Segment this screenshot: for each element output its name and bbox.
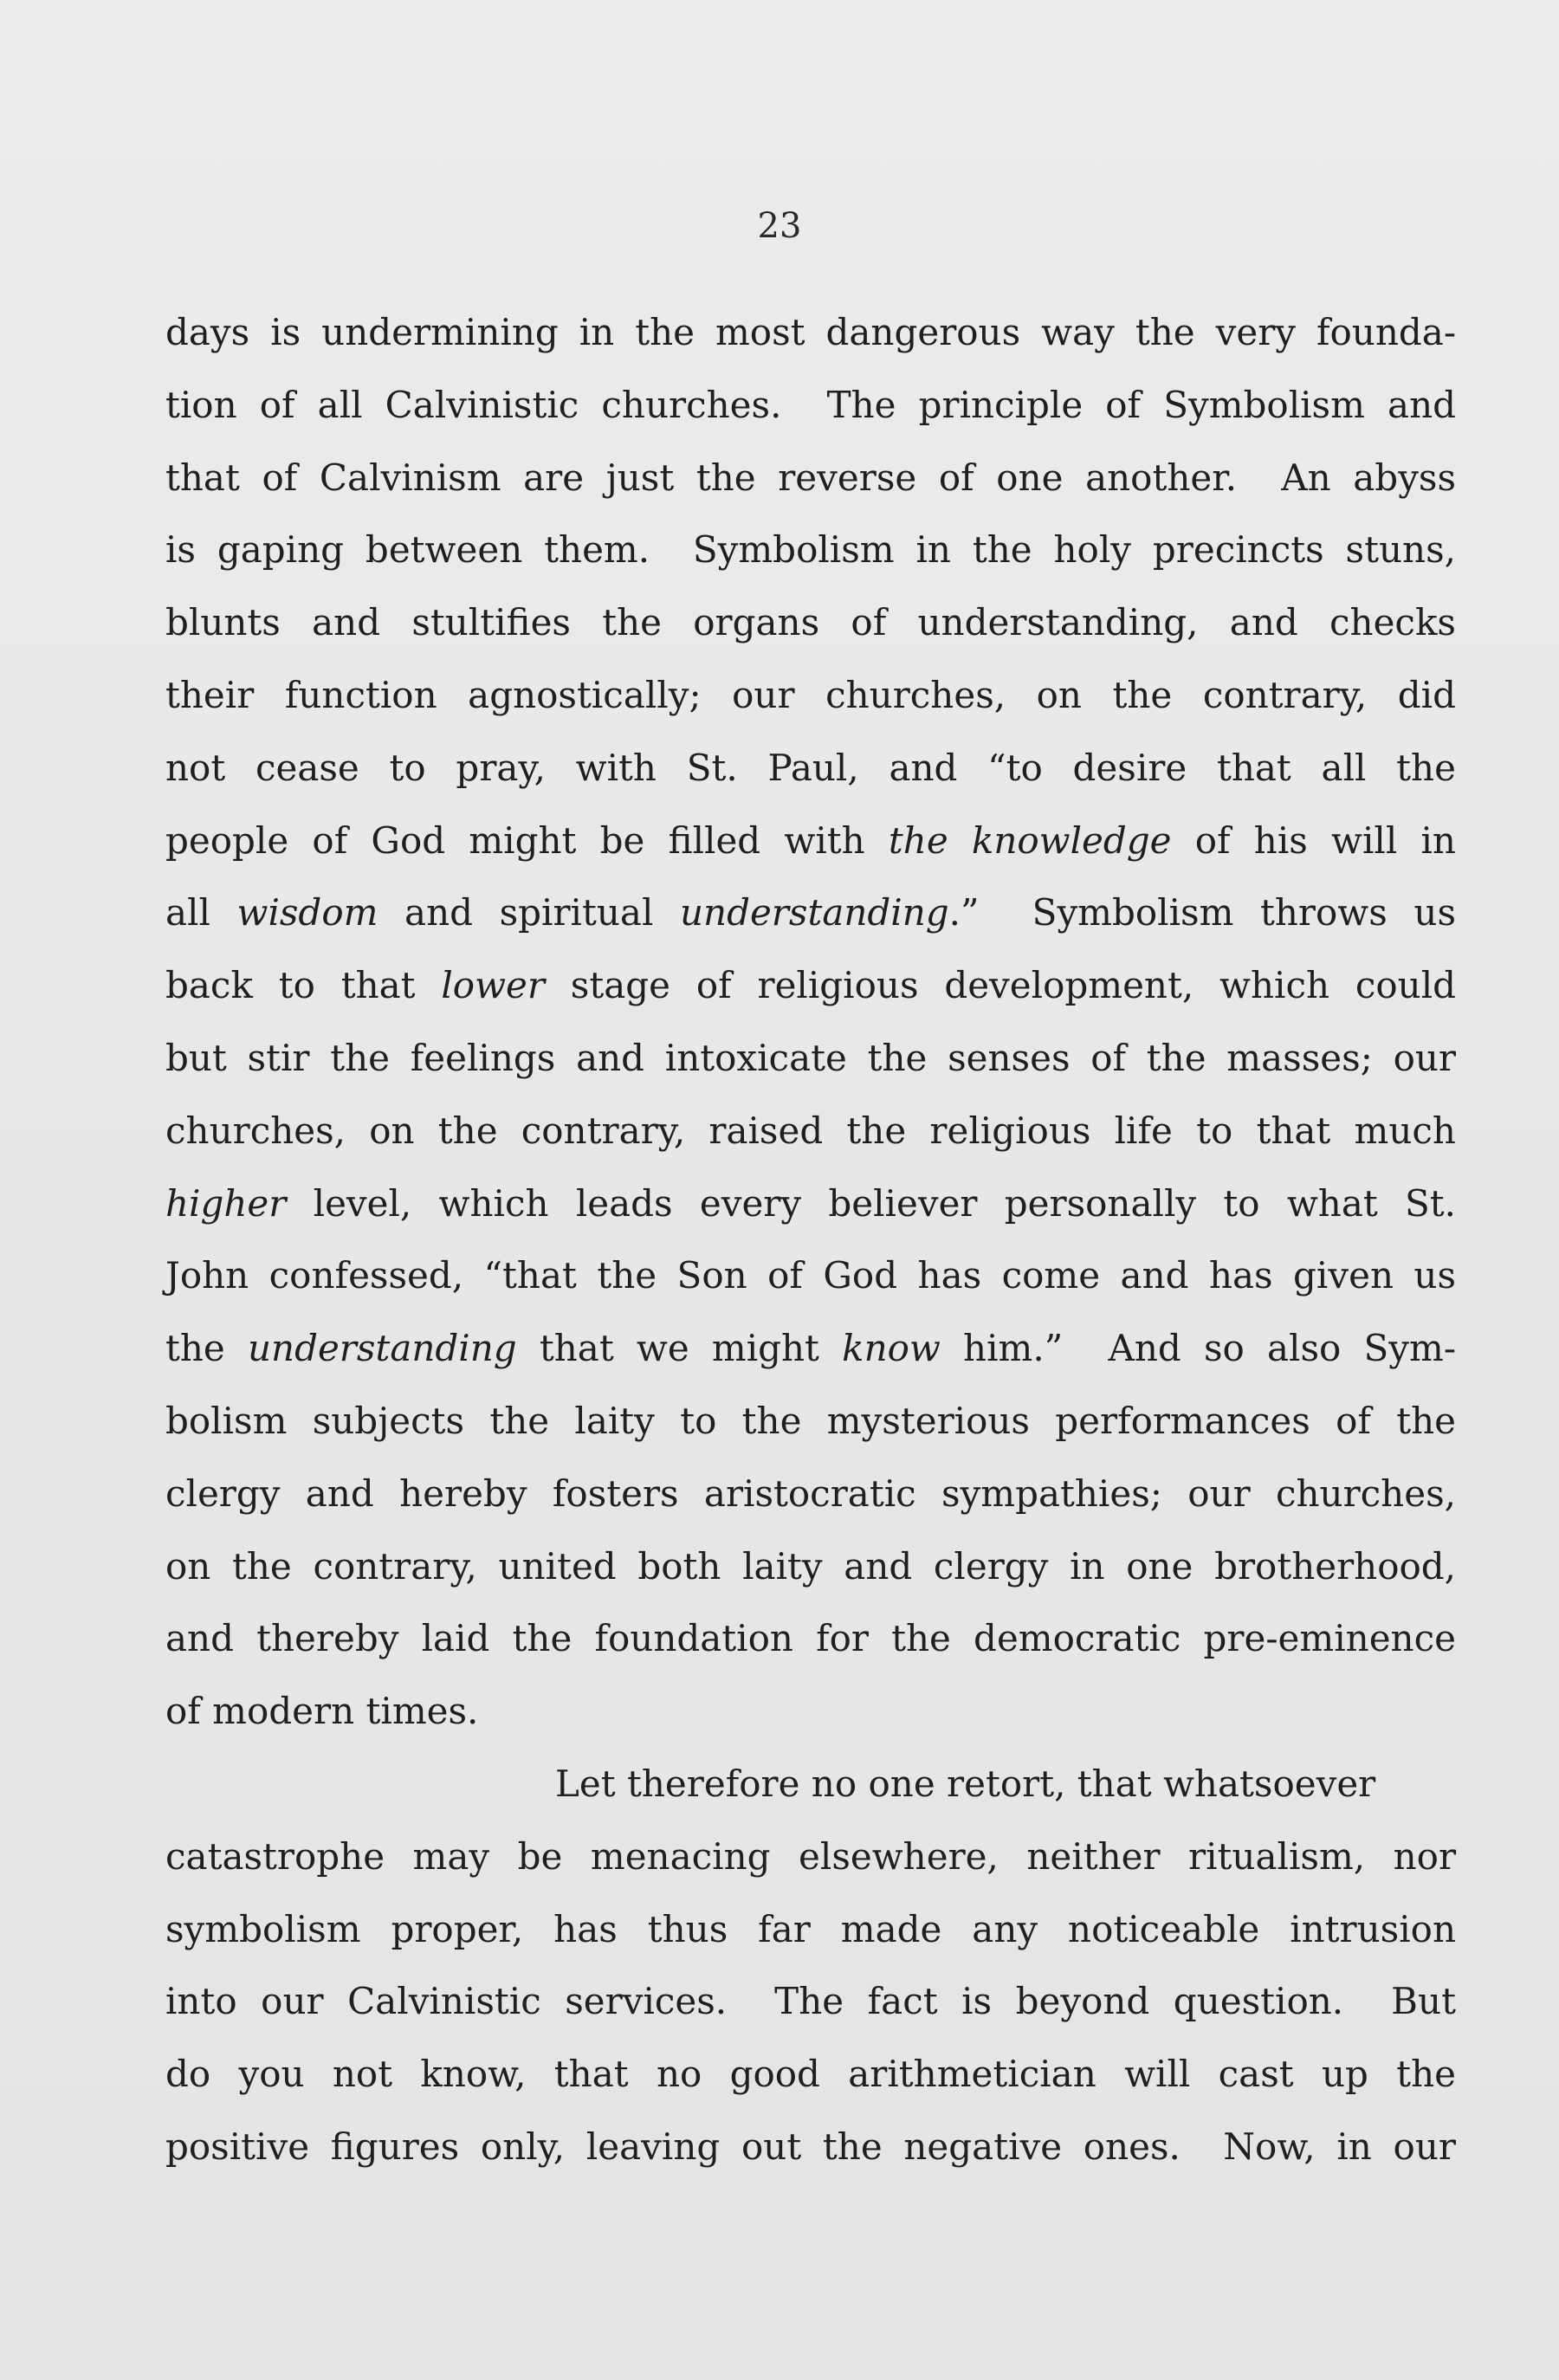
text-segment: and spiritual bbox=[378, 891, 680, 935]
italic-text: understanding bbox=[679, 891, 949, 935]
text-segment: churches, on the contrary, raised the religious life to that much bbox=[165, 1109, 1456, 1152]
text-line bbox=[165, 1239, 1456, 1312]
text-segment: blunts and stultifies the organs of understanding, and checks bbox=[165, 601, 1456, 644]
text-segment: stage of religious development, which could bbox=[544, 964, 1457, 1007]
text-segment: level, which leads every believer personally to what St. bbox=[286, 1181, 1457, 1225]
italic-text: the knowledge bbox=[888, 818, 1172, 862]
text-segment: clergy and hereby fosters aristocratic sympathies; our churches, bbox=[165, 1471, 1456, 1515]
text-line bbox=[165, 949, 1456, 1022]
text-segment: all bbox=[165, 891, 237, 935]
text-line bbox=[165, 1095, 1456, 1167]
text-segment: but stir the feelings and intoxicate the senses of the masses; our bbox=[165, 1036, 1456, 1079]
text-line bbox=[165, 1893, 1456, 1966]
text-segment: and thereby laid the foundation for the democratic pre-eminence bbox=[165, 1617, 1456, 1660]
text-segment: their function agnostically; our churches, on the contrary, did bbox=[165, 673, 1456, 716]
text-segment: on the contrary, united both laity and clergy in one brotherhood, bbox=[165, 1544, 1457, 1588]
text-line bbox=[165, 1312, 1456, 1385]
text-line bbox=[165, 732, 1456, 805]
text-line bbox=[165, 1965, 1456, 2038]
text-line bbox=[165, 2111, 1456, 2183]
body-text bbox=[165, 296, 1456, 2183]
text-line bbox=[165, 1022, 1456, 1095]
text-line bbox=[165, 1602, 1456, 1675]
text-segment: back to that bbox=[165, 964, 442, 1007]
text-segment: John confessed, “that the Son of God has come and has given us bbox=[165, 1254, 1457, 1297]
text-segment: tion of all Calvinistic churches. The principle of Symbolism and bbox=[165, 383, 1457, 426]
text-segment: bolism subjects the laity to the mysterious performances of the bbox=[165, 1399, 1457, 1442]
text-segment: positive figures only, leaving out the negative ones. Now, in our bbox=[165, 2125, 1456, 2168]
text-line bbox=[165, 1530, 1456, 1603]
text-segment: of his will in bbox=[1171, 818, 1456, 862]
text-line bbox=[165, 514, 1456, 586]
text-segment: Let therefore no one retort, that whatsoever bbox=[555, 1762, 1376, 1805]
text-segment: into our Calvinistic services. The fact is beyond question. But bbox=[165, 1980, 1456, 2023]
text-line bbox=[165, 1385, 1456, 1458]
text-segment: days is undermining in the most dangerous way the very founda- bbox=[165, 311, 1457, 353]
text-line bbox=[165, 659, 1456, 732]
text-line bbox=[165, 1821, 1456, 1893]
text-line bbox=[165, 1458, 1456, 1530]
italic-text: wisdom bbox=[236, 891, 378, 935]
text-segment: people of God might be filled with bbox=[165, 818, 889, 862]
text-segment: that we might bbox=[516, 1327, 843, 1370]
text-line bbox=[165, 369, 1456, 442]
italic-text: higher bbox=[165, 1181, 287, 1225]
text-segment: that of Calvinism are just the reverse of one another. An abyss bbox=[165, 456, 1457, 499]
text-line bbox=[165, 296, 1456, 369]
text-line bbox=[165, 876, 1456, 949]
text-line bbox=[165, 805, 1456, 877]
text-segment: symbolism proper, has thus far made any noticeable intrusion bbox=[165, 1907, 1457, 1950]
page-number: 23 bbox=[757, 206, 802, 246]
text-segment: of modern times. bbox=[165, 1690, 479, 1733]
text-line bbox=[165, 442, 1456, 514]
italic-text: understanding bbox=[247, 1327, 517, 1370]
text-segment: .” Symbolism throws us bbox=[948, 891, 1456, 935]
text-segment: catastrophe may be menacing elsewhere, neither ritualism, nor bbox=[165, 1834, 1457, 1878]
italic-text: lower bbox=[441, 964, 545, 1007]
text-line bbox=[165, 1748, 1456, 1821]
text-line bbox=[165, 1675, 1456, 1748]
text-segment: do you not know, that no good arithmetician will cast up the bbox=[165, 2053, 1456, 2096]
text-line bbox=[165, 1167, 1456, 1240]
text-line bbox=[165, 2038, 1456, 2111]
text-line bbox=[165, 586, 1456, 659]
italic-text: know bbox=[842, 1327, 941, 1370]
text-segment: is gaping between them. Symbolism in the holy precincts stuns, bbox=[165, 528, 1456, 572]
text-segment: not cease to pray, with St. Paul, and “to desire that all the bbox=[165, 746, 1456, 789]
text-segment: him.” And so also Sym- bbox=[940, 1327, 1457, 1370]
text-segment: the bbox=[165, 1327, 248, 1370]
